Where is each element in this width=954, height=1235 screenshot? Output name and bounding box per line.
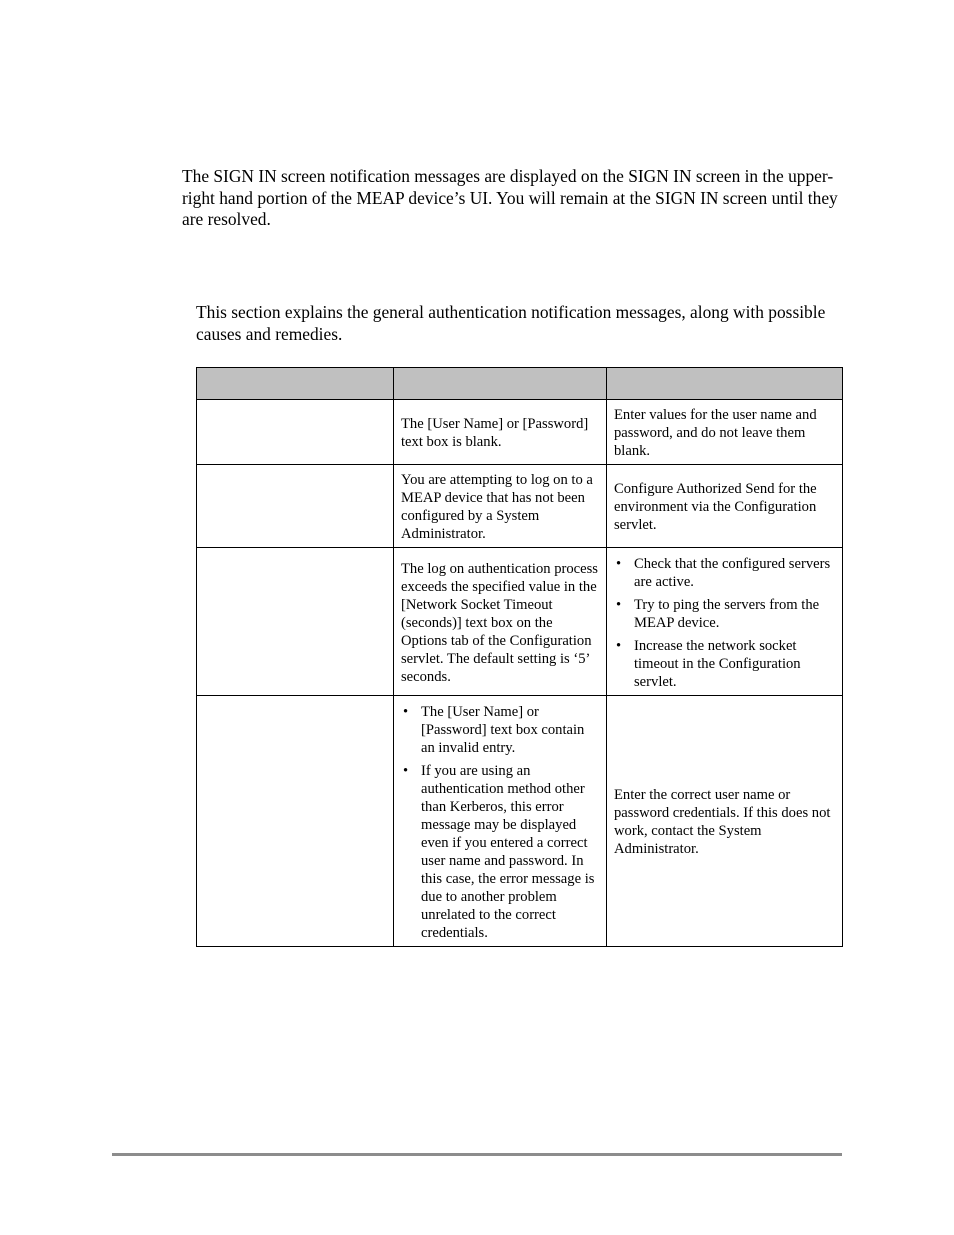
section-intro-paragraph: This section explains the general authentication notification messages, along with possible causes and remedies. <box>196 302 826 344</box>
remedy-cell <box>607 696 843 947</box>
list-item: • Increase the network socket timeout in the Configuration servlet. <box>634 637 836 691</box>
header-remedy <box>607 368 843 400</box>
table-row <box>197 696 843 947</box>
list-item: • Check that the configured servers are active. <box>634 555 836 591</box>
cause-cell <box>394 465 607 548</box>
table-header-row <box>197 368 843 400</box>
list-item: • If you are using an authentication method other than Kerberos, this error message may be displayed even if you entered a correct user name and password. In this case, the error message is due to another problem unrelated to the correct credentials. <box>421 762 600 942</box>
footer-divider <box>112 1153 842 1156</box>
cause-text: You are attempting to log on to a MEAP device that has not been configured by a System Administrator. <box>401 472 593 542</box>
remedy-cell <box>607 465 843 548</box>
message-cell <box>197 400 394 465</box>
intro-paragraph: The SIGN IN screen notification messages are displayed on the SIGN IN screen in the upper-right hand portion of the MEAP device’s UI. You will remain at the SIGN IN screen until they are resolved. <box>182 166 838 229</box>
cause-cell <box>394 548 607 696</box>
header-cause <box>394 368 607 400</box>
list-item: • The [User Name] or [Password] text box contain an invalid entry. <box>421 703 600 757</box>
list-item: • Try to ping the servers from the MEAP device. <box>634 596 836 632</box>
cause-cell <box>394 696 607 947</box>
table-row <box>197 548 843 696</box>
cause-text: The log on authentication process exceeds the specified value in the [Network Socket Timeout (seconds)] text box on the Options tab of the Configuration servlet. The default setting is ‘5’ seconds. <box>401 560 598 685</box>
message-cell <box>197 696 394 947</box>
header-message <box>197 368 394 400</box>
cause-list <box>401 703 600 942</box>
cause-text: The [User Name] or [Password] text box is blank. <box>401 416 589 450</box>
message-cell <box>197 465 394 548</box>
remedy-text: Enter values for the user name and password, and do not leave them blank. <box>614 407 817 459</box>
table-row <box>197 400 843 465</box>
remedy-cell <box>607 548 843 696</box>
remedy-cell <box>607 400 843 465</box>
remedy-text: Enter the correct user name or password credentials. If this does not work, contact the System Administrator. <box>614 787 831 857</box>
message-cell <box>197 548 394 696</box>
table-row <box>197 465 843 548</box>
notification-messages-table <box>196 367 843 947</box>
remedy-text: Configure Authorized Send for the environment via the Configuration servlet. <box>614 481 817 533</box>
remedy-list <box>614 555 836 691</box>
cause-cell <box>394 400 607 465</box>
